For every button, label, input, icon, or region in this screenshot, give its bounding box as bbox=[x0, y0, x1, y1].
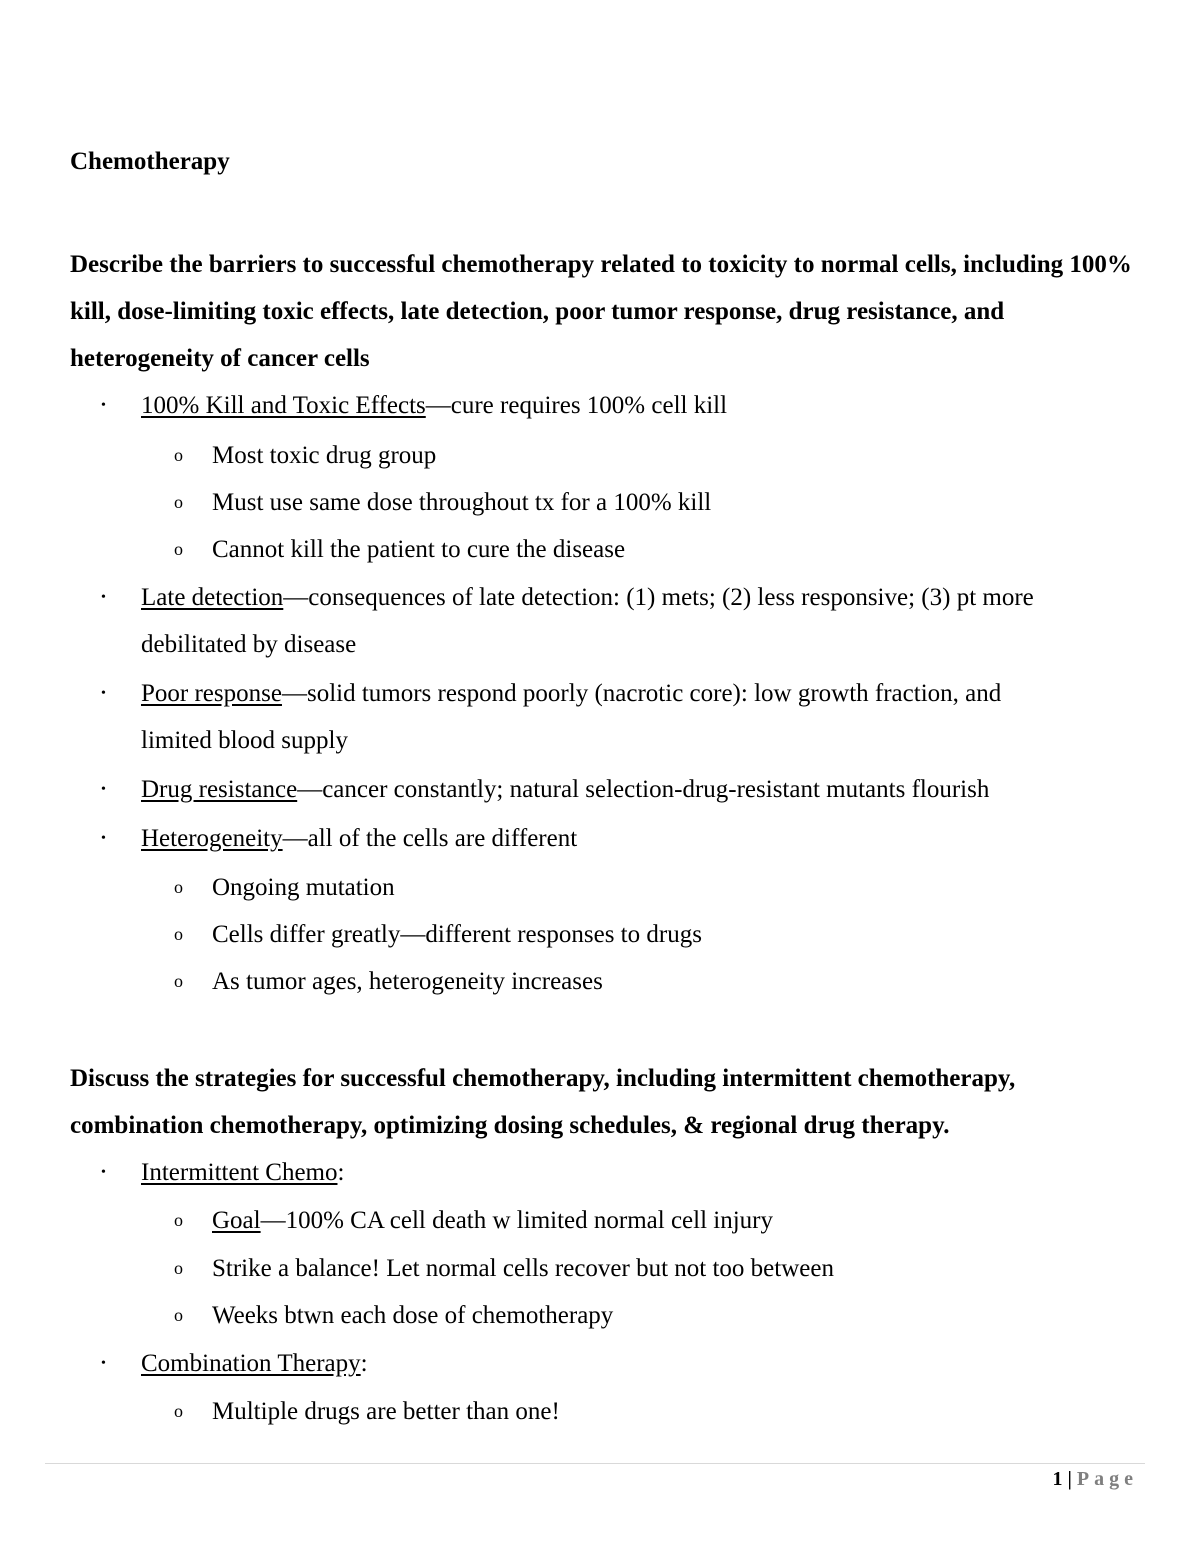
list-item-term: Drug resistance bbox=[141, 776, 298, 803]
sub-list-item: Must use same dose throughout tx for a 100% kill bbox=[212, 489, 712, 516]
page-footer bbox=[1053, 1468, 1139, 1491]
bullet-icon: • bbox=[101, 686, 106, 701]
sub-bullet-icon: o bbox=[174, 1258, 183, 1278]
list-item-term: Combination Therapy bbox=[141, 1350, 361, 1377]
list-item-term: Late detection bbox=[141, 584, 284, 611]
bullet-icon: • bbox=[101, 590, 106, 605]
list-item bbox=[141, 670, 1001, 717]
sub-bullet-icon: o bbox=[174, 1401, 183, 1421]
bullet-icon: • bbox=[101, 782, 106, 797]
list-item-text: : bbox=[360, 1350, 368, 1377]
bullet-icon: • bbox=[101, 831, 106, 846]
page-label: Page bbox=[1076, 1468, 1138, 1490]
list-item-term: Poor response bbox=[141, 680, 282, 707]
sub-list-item: Cannot kill the patient to cure the disease bbox=[212, 536, 626, 563]
list-item-term: Heterogeneity bbox=[141, 825, 283, 852]
sub-list-item: Weeks btwn each dose of chemotherapy bbox=[212, 1302, 614, 1329]
list-item-continuation: limited blood supply bbox=[141, 727, 348, 754]
section-heading-barriers: Describe the barriers to successful chemotherapy related to toxicity to normal cells, including 100% kill, dose-limiting toxic effects, late detection, poor tumor response, drug resistance, and heterogeneity of cancer cells bbox=[70, 251, 1132, 372]
bullet-icon: • bbox=[101, 1165, 106, 1180]
list-item bbox=[141, 1149, 344, 1196]
sub-bullet-icon: o bbox=[174, 877, 183, 897]
list-item bbox=[141, 574, 1034, 621]
list-item-term: 100% Kill and Toxic Effects bbox=[141, 392, 426, 419]
list-item bbox=[141, 1340, 368, 1387]
list-item-text: —all of the cells are different bbox=[282, 825, 578, 852]
sub-bullet-icon: o bbox=[174, 539, 183, 559]
section-heading-strategies: Discuss the strategies for successful chemotherapy, including intermittent chemotherapy, combination chemotherapy, optimizing dosing schedules, & regional drug therapy. bbox=[70, 1065, 1016, 1139]
sub-bullet-icon: o bbox=[174, 492, 183, 512]
list-item-term: Intermittent Chemo bbox=[141, 1159, 338, 1186]
list-item bbox=[141, 766, 989, 813]
list-item bbox=[141, 382, 727, 429]
list-item-text: —cure requires 100% cell kill bbox=[425, 392, 728, 419]
page-number: 1 bbox=[1052, 1468, 1063, 1490]
sub-list-item bbox=[212, 1197, 773, 1244]
sub-bullet-icon: o bbox=[174, 1305, 183, 1325]
list-item-text: —cancer constantly; natural selection-drug-resistant mutants flourish bbox=[297, 776, 990, 803]
document-title: Chemotherapy bbox=[70, 148, 230, 175]
sub-list-item: Multiple drugs are better than one! bbox=[212, 1398, 560, 1425]
bullet-icon: • bbox=[101, 1356, 106, 1371]
list-item-text: —solid tumors respond poorly (nacrotic core): low growth fraction, and bbox=[281, 680, 1002, 707]
bullet-icon: • bbox=[101, 398, 106, 413]
footer-divider bbox=[45, 1463, 1145, 1464]
sub-bullet-icon: o bbox=[174, 1210, 183, 1230]
sub-list-item: As tumor ages, heterogeneity increases bbox=[212, 968, 603, 995]
list-item-text: —consequences of late detection: (1) mets; (2) less responsive; (3) pt more bbox=[283, 584, 1034, 611]
sub-bullet-icon: o bbox=[174, 971, 183, 991]
list-item-continuation: debilitated by disease bbox=[141, 631, 357, 658]
sub-list-item: Ongoing mutation bbox=[212, 874, 395, 901]
list-item-text: : bbox=[337, 1159, 345, 1186]
sub-bullet-icon: o bbox=[174, 924, 183, 944]
sub-list-item: Most toxic drug group bbox=[212, 442, 437, 469]
sub-list-item-term: Goal bbox=[212, 1207, 261, 1234]
sub-bullet-icon: o bbox=[174, 445, 183, 465]
page-separator: | bbox=[1067, 1468, 1072, 1490]
sub-list-item-text: —100% CA cell death w limited normal cell injury bbox=[260, 1207, 773, 1234]
sub-list-item: Cells differ greatly—different responses to drugs bbox=[212, 921, 702, 948]
sub-list-item: Strike a balance! Let normal cells recover but not too between bbox=[212, 1255, 834, 1282]
list-item bbox=[141, 815, 577, 862]
